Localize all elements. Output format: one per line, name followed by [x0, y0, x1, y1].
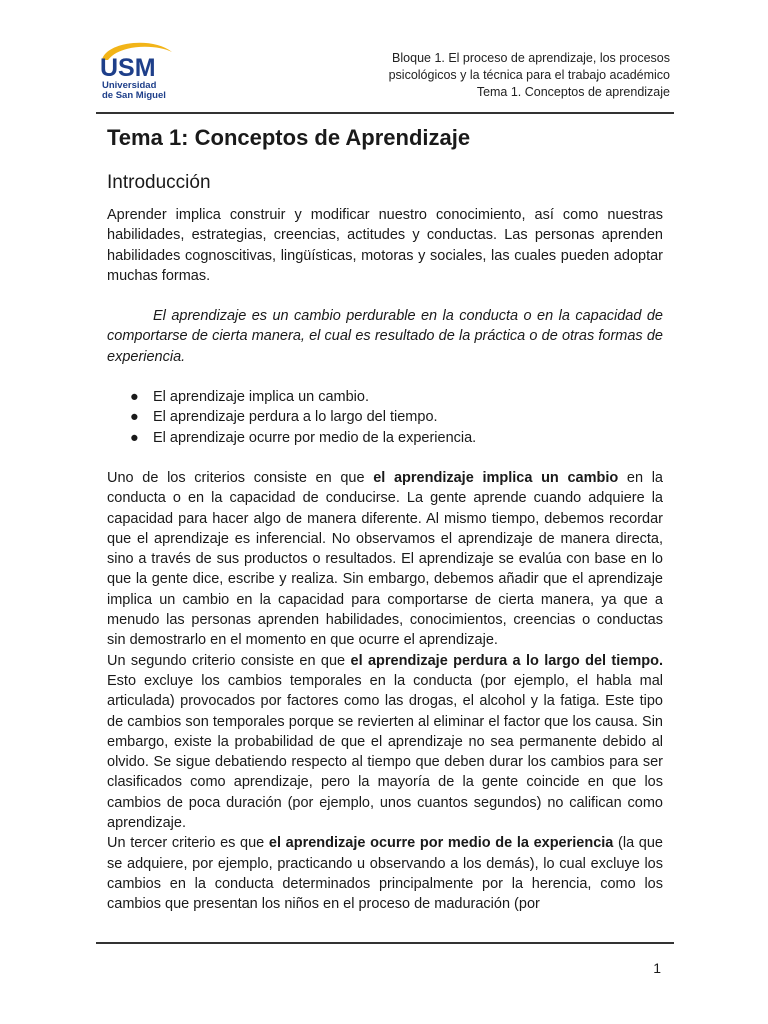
list-item-text: El aprendizaje ocurre por medio de la experiencia.: [153, 429, 477, 446]
section-heading: Introducción: [107, 172, 211, 193]
header-line-1: Bloque 1. El proceso de aprendizaje, los procesos: [392, 51, 670, 65]
page-number: 1: [653, 960, 661, 976]
paragraph-text: Un tercer criterio es que: [107, 835, 269, 852]
list-item: [107, 428, 663, 448]
list-item: [107, 387, 663, 407]
logo-line1: Universidad: [102, 80, 157, 91]
emphasis-text: el aprendizaje ocurre por medio de la experiencia: [268, 835, 614, 852]
header-line-2: psicológicos y la técnica para el trabajo académico: [388, 68, 670, 82]
list-item-text: El aprendizaje implica un cambio.: [153, 389, 369, 406]
list-item: [107, 407, 663, 427]
footer-divider: [96, 942, 674, 944]
page-title: Tema 1: Conceptos de Aprendizaje: [107, 125, 471, 150]
usm-logo: [96, 38, 176, 102]
logo-wordmark: USM: [100, 54, 156, 82]
paragraph-text: (la que se adquiere, por ejemplo, practicando u observando a los demás), lo cual excluye los cambios en la conducta determinados principalmente por la herencia, como los cambios que presentan los niños en el proceso de maduración (por: [107, 835, 663, 913]
running-header: [389, 50, 670, 101]
intro-paragraph: Aprender implica construir y modificar nuestro conocimiento, así como nuestras habilidades, estrategias, creencias, actitudes y conductas. Las personas aprenden habilidades cognoscitivas, lingüísticas, motoras y sociales, las cuales pueden adoptar muchas formas.: [107, 207, 663, 284]
bullet-icon: ●: [130, 409, 139, 426]
criterion-1-paragraph: [107, 468, 663, 651]
definition-paragraph: El aprendizaje es un cambio perdurable en la conducta o en la capacidad de comportarse de cierta manera, el cual es resultado de la práctica o de otras formas de experiencia.: [107, 308, 663, 365]
bullet-icon: ●: [130, 389, 139, 406]
emphasis-text: el aprendizaje implica un cambio: [373, 469, 619, 486]
paragraph-text: Uno de los criterios consiste en que: [107, 469, 374, 486]
criterion-3-paragraph: [107, 833, 663, 914]
paragraph-text: Un segundo criterio consiste en que: [107, 652, 351, 669]
page-body: [107, 122, 663, 915]
logo-line2: de San Miguel: [102, 90, 166, 101]
paragraph-text: en la conducta o en la capacidad de conducirse. La gente aprende cuando adquiere la capacidad para hacer algo de manera diferente. Al mismo tiempo, debemos recordar que el aprendizaje es inferencial. No observamos el aprendizaje de manera directa, sino a través de sus productos o resultados. El aprendizaje se evalúa con base en lo que la gente dice, escribe y realiza. Sin embargo, debemos añadir que el aprendizaje implica un cambio en la capacidad para comportarse de cierta manera, ya que a menudo las personas aprenden habilidades, conocimientos, creencias o conductas sin demostrarlo en el momento en que ocurre el aprendizaje.: [107, 469, 663, 649]
header-line-3: Tema 1. Conceptos de aprendizaje: [476, 85, 670, 99]
list-item-text: El aprendizaje perdura a lo largo del tiempo.: [153, 409, 438, 426]
header-divider: [96, 112, 674, 114]
criterion-2-paragraph: [107, 651, 663, 834]
emphasis-text: el aprendizaje perdura a lo largo del tiempo.: [350, 652, 663, 669]
criteria-list: [107, 387, 663, 448]
bullet-icon: ●: [130, 429, 139, 446]
usm-logo-graphic: [96, 38, 176, 102]
paragraph-text: Esto excluye los cambios temporales en la conducta (por ejemplo, el habla mal articulada) provocados por factores como las drogas, el alcohol y la fatiga. Este tipo de cambios son temporales porque se revierten al eliminar el factor que los causa. Sin embargo, existe la probabilidad de que el aprendizaje no sea permanente debido al olvido. Se sigue debatiendo respecto al tiempo que deben durar los cambios para ser clasificados como aprendizaje, pero la mayoría de la gente coincide en que los cambios de poca duración (por ejemplo, unos cuantos segundos) no califican como aprendizaje.: [107, 672, 663, 832]
